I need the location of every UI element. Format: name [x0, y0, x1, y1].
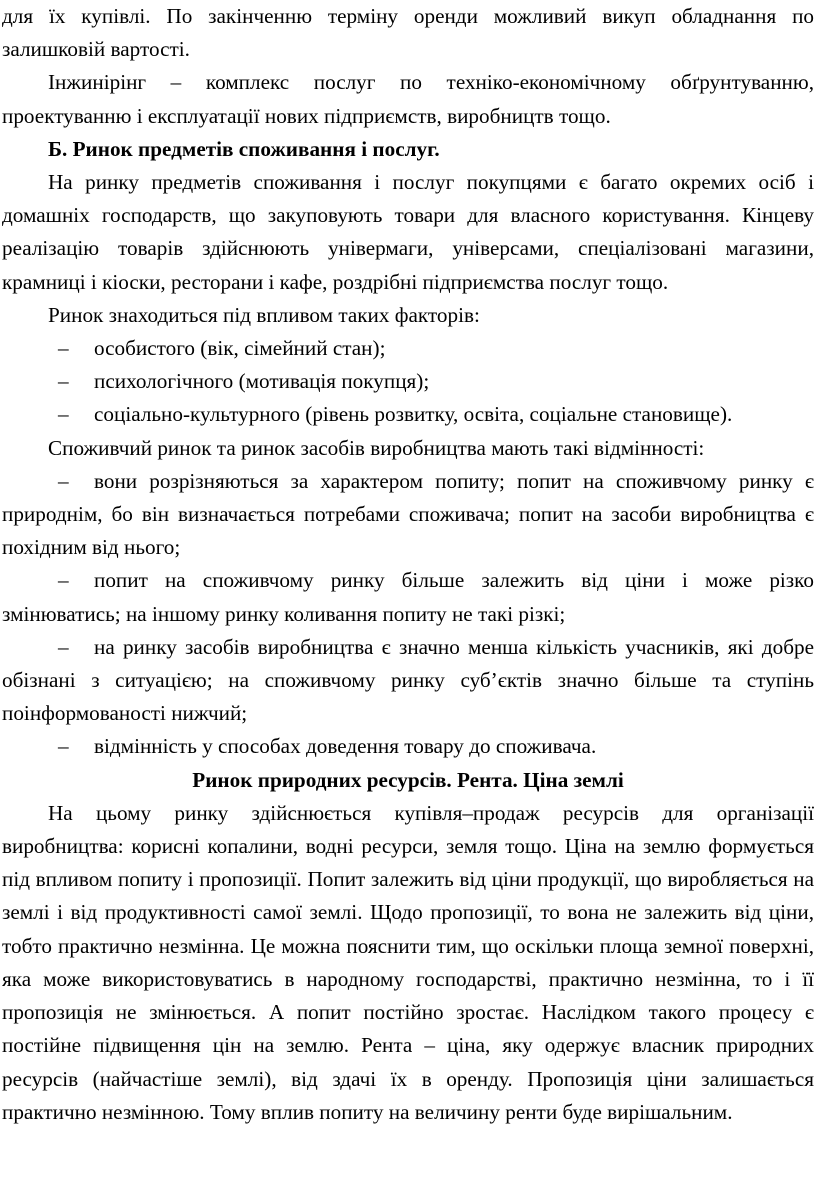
dash-bullet: – [58, 336, 69, 361]
paragraph-consumer-market: На ринку предметів споживання і послуг покупцями є багато окремих осіб і домашніх господарств, що закуповують товари для власного користування. Кінцеву реалізацію товарів здійснюють універмаги, універсами, спеціалізовані магазини, крамниці і кіоски, ресторани і кафе, роздрібні підприємства послуг тощо. [2, 170, 814, 294]
paragraph-factors-intro: Ринок знаходиться під впливом таких факторів: [48, 302, 480, 327]
list-item-text: психологічного (мотивація покупця); [94, 369, 430, 394]
dash-bullet: – [58, 734, 69, 759]
list-item-text: попит на споживчому ринку більше залежить від ціни і може різко змінюватись; на іншому ринку коливання попиту не такі різкі; [2, 568, 814, 626]
list-item-text: на ринку засобів виробництва є значно менша кількість учасників, які добре обізнані з ситуацією; на споживчому ринку суб’єктів значно більше та ступінь поінформованості нижчий; [2, 634, 814, 726]
paragraph-differences-intro: Споживчий ринок та ринок засобів виробництва мають такі відмінності: [48, 435, 705, 460]
paragraph-engineering: Інжинірінг – комплекс послуг по техніко-економічному обґрунтуванню, проектуванню і експлуатації нових підприємств, виробництв тощо. [2, 70, 814, 128]
section-heading-consumer-market: Б. Ринок предметів споживання і послуг. [48, 136, 440, 161]
list-item-text: особистого (вік, сімейний стан); [94, 336, 386, 361]
list-item-factor [2, 398, 814, 431]
dash-bullet: – [58, 634, 69, 659]
list-item-factor [2, 365, 814, 398]
list-item-text: соціально-культурного (рівень розвитку, освіта, соціальне становище). [94, 402, 733, 427]
section-heading-natural-resources: Ринок природних ресурсів. Рента. Ціна землі [192, 767, 624, 792]
list-item-difference [2, 465, 814, 565]
dash-bullet: – [58, 568, 69, 593]
paragraph-leasing-end: для їх купівлі. По закінченню терміну оренди можливий викуп обладнання по залишковій вартості. [2, 4, 814, 62]
list-item-text: вони розрізняються за характером попиту; попит на споживчому ринку є природнім, бо він визначається потребами споживача; попит на засоби виробництва є похідним від нього; [2, 468, 814, 560]
list-item-factor [2, 332, 814, 365]
dash-bullet: – [58, 468, 69, 493]
list-item-difference [2, 730, 814, 763]
list-item-difference [2, 564, 814, 630]
paragraph-natural-resources: На цьому ринку здійснюється купівля–продаж ресурсів для організації виробництва: корисні копалини, водні ресурси, земля тощо. Ціна на землю формується під впливом попиту і пропозиції. Попит залежить від ціни продукції, що виробляється на землі і від продуктивності самої землі. Щодо пропозиції, то вона не залежить від ціни, тобто практично незмінна. Це можна пояснити тим, що оскільки площа земної поверхні, яка може використовуватись в народному господарстві, практично незмінна, то і її пропозиція не змінюється. А попит постійно зростає. Наслідком такого процесу є постійне підвищення цін на землю. Рента – ціна, яку одержує власник природних ресурсів (найчастіше землі), від здачі їх в оренду. Пропозиція ціни залишається практично незмінною. Тому вплив попиту на величину ренти буде вирішальним. [2, 800, 814, 1124]
list-item-difference [2, 631, 814, 731]
dash-bullet: – [58, 402, 69, 427]
dash-bullet: – [58, 369, 69, 394]
list-item-text: відмінність у способах доведення товару до споживача. [94, 734, 597, 759]
